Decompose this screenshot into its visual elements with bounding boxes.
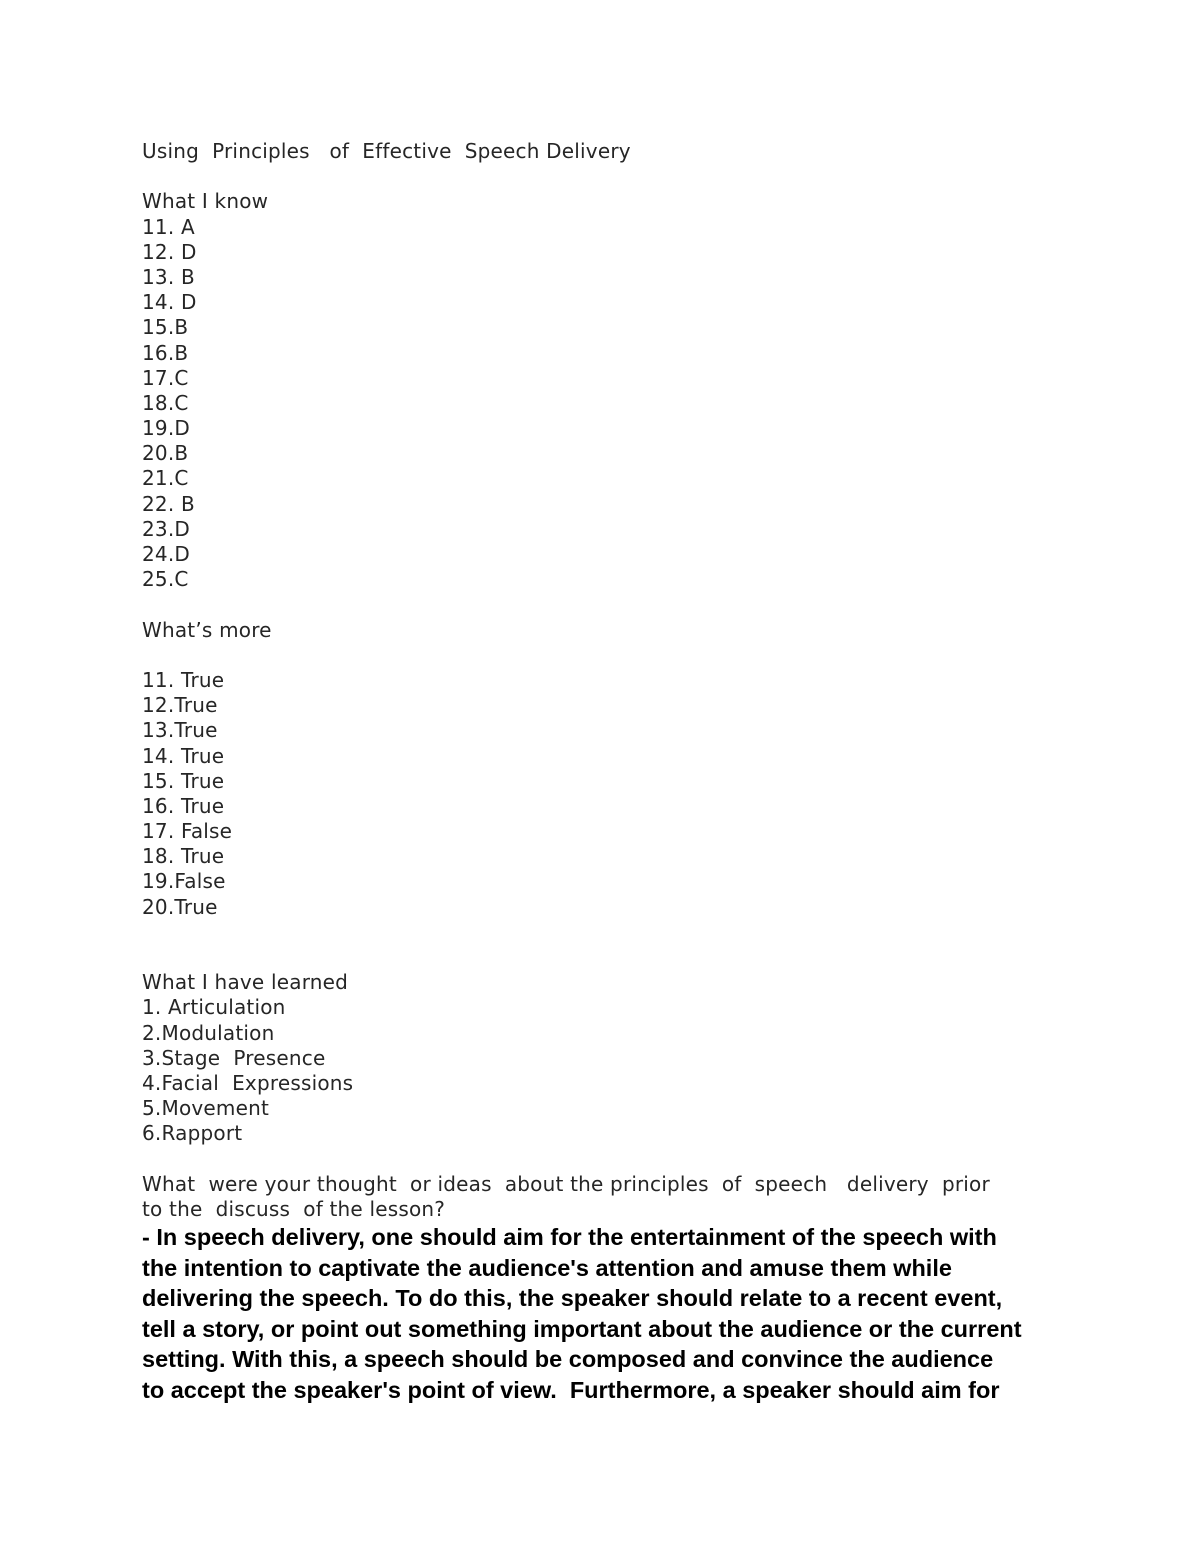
list-item: 4.Facial Expressions (142, 1070, 354, 1095)
list-item: 12.True (142, 693, 218, 718)
spacer (142, 592, 1072, 617)
list-item: 15.B (142, 315, 189, 340)
spacer (142, 164, 1072, 189)
section-heading-what-i-know: What I know (142, 189, 269, 214)
list-item: 16.B (142, 340, 189, 365)
list-item: 12. D (142, 239, 197, 264)
answer-paragraph (142, 1222, 1072, 1406)
list-item: 17. False (142, 819, 233, 844)
list-item: 25.C (142, 567, 189, 592)
answer-list-what-i-have-learned (142, 995, 1072, 1146)
answer-line: tell a story, or point out something important about the audience or the current (142, 1315, 1022, 1342)
list-item: 20.B (142, 441, 189, 466)
reflection-question (142, 1172, 1072, 1222)
list-item: 20.True (142, 894, 218, 919)
answer-list-what-i-know (142, 215, 1072, 593)
list-item: 11. A (142, 214, 195, 239)
list-item: 18. True (142, 844, 225, 869)
spacer (142, 1147, 1072, 1172)
list-item: 22. B (142, 491, 195, 516)
answer-line: - In speech delivery, one should aim for the entertainment of the speech with (142, 1224, 997, 1251)
answer-line: to accept the speaker's point of view. Furthermore, a speaker should aim for (142, 1377, 1000, 1404)
list-item: 13. B (142, 264, 195, 289)
list-item: 17.C (142, 365, 189, 390)
list-item: 2.Modulation (142, 1020, 275, 1045)
list-item: 13.True (142, 718, 218, 743)
list-item: 5.Movement (142, 1096, 270, 1121)
answer-list-whats-more (142, 668, 1072, 920)
list-item: 6.Rapport (142, 1121, 243, 1146)
document-page (142, 139, 1072, 1406)
section-heading-what-i-have-learned: What I have learned (142, 970, 349, 995)
answer-line: the intention to captivate the audience's attention and amuse them while (142, 1254, 952, 1281)
list-item: 11. True (142, 667, 225, 692)
list-item: 19.False (142, 869, 226, 894)
spacer (142, 920, 1072, 970)
list-item: 15. True (142, 768, 225, 793)
list-item: 3.Stage Presence (142, 1045, 326, 1070)
list-item: 14. D (142, 290, 197, 315)
list-item: 23.D (142, 516, 191, 541)
list-item: 19.D (142, 416, 191, 441)
list-item: 21.C (142, 466, 189, 491)
question-line: What were your thought or ideas about the principles of speech delivery prior (142, 1171, 990, 1196)
list-item: 14. True (142, 743, 225, 768)
list-item: 1. Articulation (142, 995, 286, 1020)
list-item: 24.D (142, 542, 191, 566)
spacer (142, 643, 1072, 668)
answer-line: delivering the speech. To do this, the speaker should relate to a recent event, (142, 1285, 1003, 1312)
answer-line: setting. With this, a speech should be composed and convince the audience (142, 1346, 994, 1373)
list-item: 18.C (142, 390, 189, 415)
section-heading-whats-more: What’s more (142, 617, 272, 642)
question-line: to the discuss of the lesson? (142, 1196, 446, 1221)
document-title: Using Principles of Effective Speech Delivery (142, 139, 631, 163)
list-item: 16. True (142, 793, 225, 818)
